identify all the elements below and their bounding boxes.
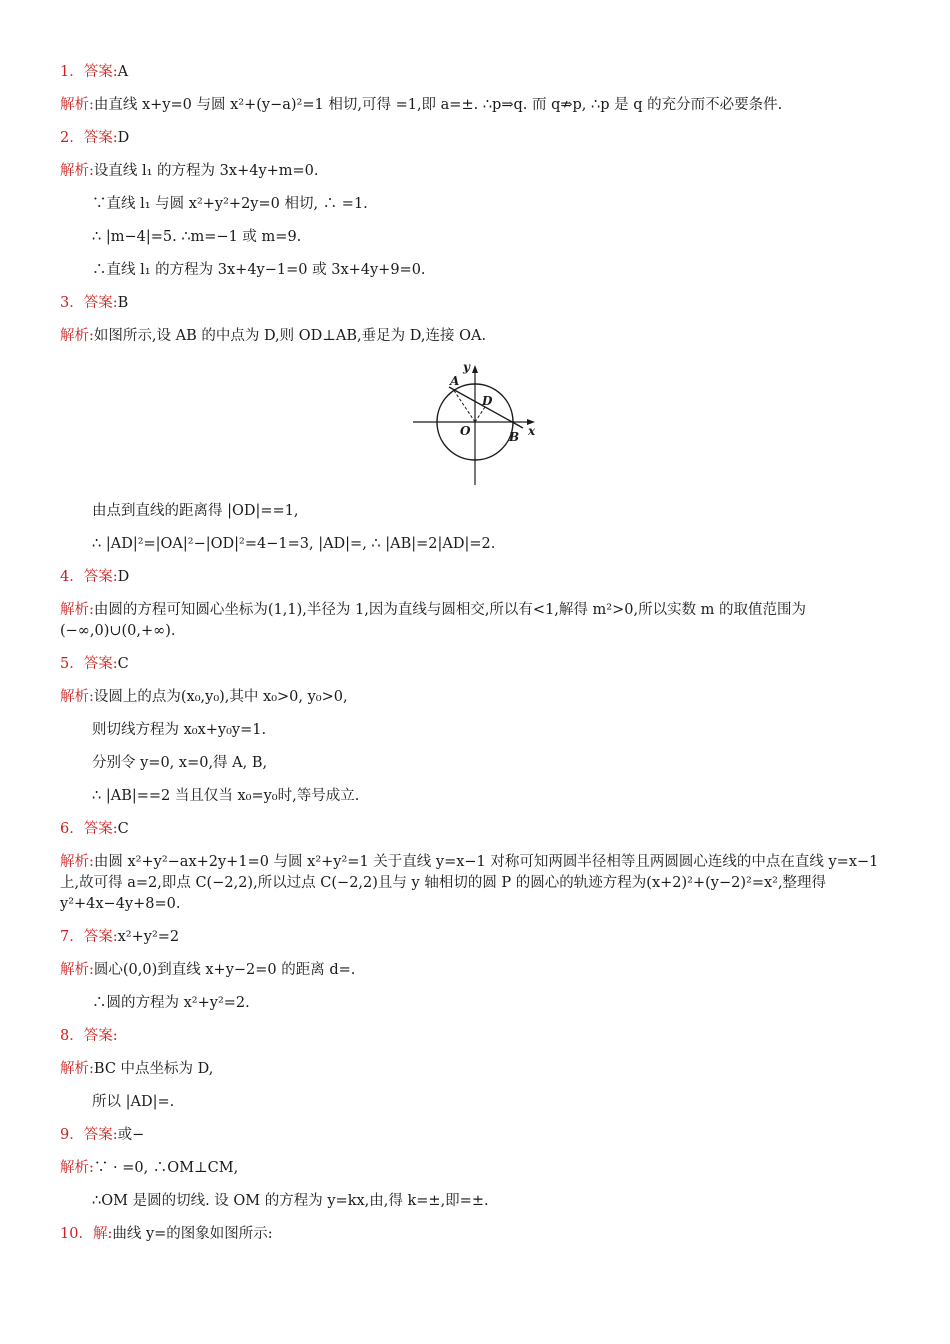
label-y: y (463, 360, 470, 374)
analysis-6: 解析:由圆 x²+y²−ax+2y+1=0 与圆 x²+y²=1 关于直线 y=x−1 对称可知两圆半径相等且两圆圆心连线的中点在直线 y=x−1 上,故可得 a=2,即点 C(−2,2),所以过点 C(−2,2)且与 y 轴相切的圆 P 的圆心的轨迹方程为(x+2)²+(y−2)²=x²,整理得 y²+4x−4y+8=0. (60, 854, 879, 912)
analysis-5-line-2: 则切线方程为 x₀x+y₀y=1. (92, 722, 267, 738)
analysis-8-line-2: 所以 |AD|=. (92, 1094, 175, 1110)
y-axis-arrow (472, 365, 478, 373)
answer-7: 7．答案:x²+y²=2 (60, 929, 180, 945)
analysis-3-line-3: ∴ |AD|²=|OA|²−|OD|²=4−1=3, |AD|=, ∴ |AB|=2|AD|=2. (92, 536, 496, 552)
segment-oa (453, 389, 475, 422)
analysis-9-line-2: ∴OM 是圆的切线. 设 OM 的方程为 y=kx,由,得 k=±,即=±. (92, 1193, 489, 1209)
analysis-5-line-3: 分别令 y=0, x=0,得 A, B, (92, 755, 268, 771)
analysis-2-line-4: ∴直线 l₁ 的方程为 3x+4y−1=0 或 3x+4y+9=0. (92, 262, 426, 278)
analysis-2-line-1: 设直线 l₁ 的方程为 3x+4y+m=0. (93, 163, 319, 179)
label-b: B (509, 430, 520, 444)
analysis-5-line-4: ∴ |AB|==2 当且仅当 x₀=y₀时,等号成立. (92, 788, 360, 804)
analysis-2-line-2: ∵直线 l₁ 与圆 x²+y²+2y=0 相切, ∴ =1. (92, 196, 368, 212)
analysis-9: 解析:∵ · =0, ∴OM⊥CM, (60, 1160, 239, 1176)
analysis-4-line-1: 由圆的方程可知圆心坐标为(1,1),半径为 1,因为直线与圆相交,所以有<1,解得 m²>0,所以实数 m 的取值范围为(−∞,0)∪(0,+∞). (60, 602, 807, 639)
answer-8: 8．答案: (60, 1028, 118, 1044)
analysis-8: 解析:BC 中点坐标为 D, (60, 1061, 214, 1077)
segment-od (475, 407, 485, 422)
analysis-1: 解析:由直线 x+y=0 与圆 x²+(y−a)²=1 相切,可得 =1,即 a=±. ∴p⇒q. 而 q⇏p, ∴p 是 q 的充分而不必要条件. (60, 97, 783, 113)
answer-4: 4．答案:D (60, 569, 130, 585)
analysis-7: 解析:圆心(0,0)到直线 x+y−2=0 的距离 d=. (60, 962, 356, 978)
analysis-2: 解析:设直线 l₁ 的方程为 3x+4y+m=0. (60, 163, 319, 179)
circle-line-figure (60, 359, 890, 493)
answer-9: 9．答案:或− (60, 1127, 145, 1143)
answer-5: 5．答案:C (60, 656, 129, 672)
analysis-9-line-1: ∵ · =0, ∴OM⊥CM, (93, 1160, 239, 1176)
label-a: A (450, 374, 460, 388)
label-o: O (460, 424, 471, 438)
coordinate-diagram (413, 359, 538, 489)
analysis-6-line-1: 由圆 x²+y²−ax+2y+1=0 与圆 x²+y²=1 关于直线 y=x−1 对称可知两圆半径相等且两圆圆心连线的中点在直线 y=x−1 上,故可得 a=2,即点 C(−2,2),所以过点 C(−2,2)且与 y 轴相切的圆 P 的圆心的轨迹方程为(x+2)²+(y−2)²=x²,整理得 y²+4x−4y+8=0. (60, 854, 879, 912)
analysis-4: 解析:由圆的方程可知圆心坐标为(1,1),半径为 1,因为直线与圆相交,所以有<1,解得 m²>0,所以实数 m 的取值范围为(−∞,0)∪(0,+∞). (60, 602, 807, 639)
analysis-5: 解析:设圆上的点为(x₀,y₀),其中 x₀>0, y₀>0, (60, 689, 348, 705)
answer-3: 3．答案:B (60, 295, 129, 311)
answer-10: 10．解:曲线 y=的图象如图所示: (60, 1226, 273, 1242)
answer-1: 1．答案:A (60, 64, 129, 80)
analysis-7-line-1: 圆心(0,0)到直线 x+y−2=0 的距离 d=. (93, 962, 356, 978)
answer-2: 2．答案:D (60, 130, 130, 146)
label-x: x (528, 424, 536, 438)
analysis-2-line-3: ∴ |m−4|=5. ∴m=−1 或 m=9. (92, 229, 302, 245)
analysis-8-line-1: BC 中点坐标为 D, (93, 1061, 214, 1077)
label-d: D (482, 394, 493, 408)
analysis-1-line-1: 由直线 x+y=0 与圆 x²+(y−a)²=1 相切,可得 =1,即 a=±. ∴p⇒q. 而 q⇏p, ∴p 是 q 的充分而不必要条件. (93, 97, 783, 113)
analysis-3-line-2: 由点到直线的距离得 |OD|==1, (92, 503, 299, 519)
analysis-5-line-1: 设圆上的点为(x₀,y₀),其中 x₀>0, y₀>0, (93, 689, 348, 705)
analysis-7-line-2: ∴圆的方程为 x²+y²=2. (92, 995, 250, 1011)
analysis-3-line-1: 如图所示,设 AB 的中点为 D,则 OD⊥AB,垂足为 D,连接 OA. (93, 328, 487, 344)
analysis-3: 解析:如图所示,设 AB 的中点为 D,则 OD⊥AB,垂足为 D,连接 OA. (60, 328, 487, 344)
answer-6: 6．答案:C (60, 821, 129, 837)
answer-sheet (60, 62, 890, 1257)
